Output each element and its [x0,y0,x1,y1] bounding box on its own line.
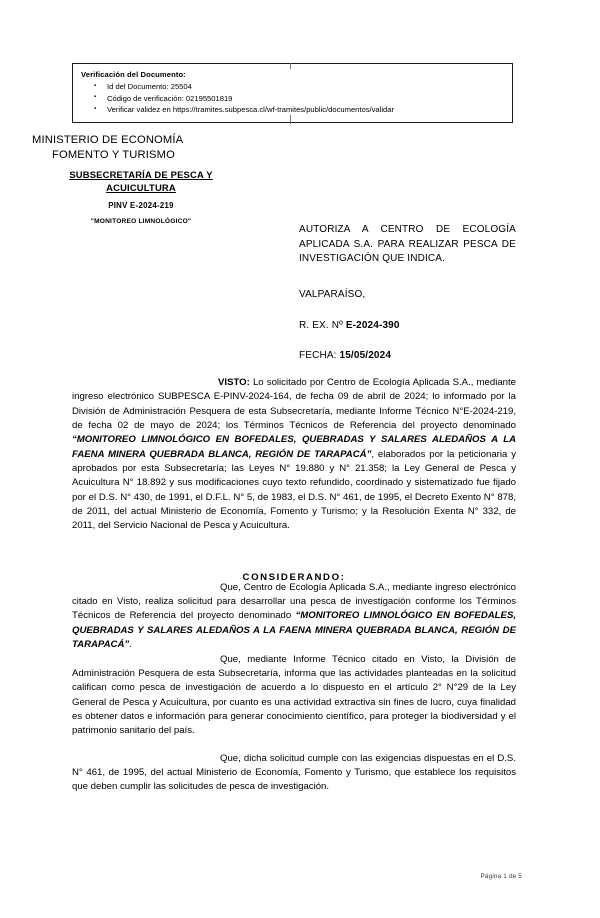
resolution-heading-block [299,223,516,361]
scan-artifact-line-bottom [290,115,291,124]
paragraph-considerando-3 [72,752,516,795]
pinv-code: PINV E-2024-219 [108,201,174,210]
paragraph-considerando-2 [72,653,516,739]
considerando-label: CONSIDERANDO: [242,572,346,583]
verification-item-validation-url[interactable]: ▪ Verificar validez en https://tramites.subpesca.cl/wf-tramites/public/documentos/validar [107,104,506,116]
paragraph-considerando-1 [72,581,516,653]
resolution-date-value: 15/05/2024 [339,349,392,361]
que2-text: Que, mediante Informe Técnico citado en Visto, la División de Administración Pesquera de esta Subsecretaría, informa que las actividades planteadas en la solicitud califican como pesca de investigación de acuerdo a lo dispuesto en el artículo 2° N°29 de la Ley General de Pesca y Acuicultura, por cuanto es una actividad extractiva sin fines de lucro, cuya finalidad es obtener datos e información para generar conocimiento científico, para proteger la biodiversidad y el patrimonio sanitario del país. [72,653,516,737]
page-number-label: Página 1 de 5 [480,873,522,880]
visto-text-part-2: , elaborados por la peticionaria y aprobados por esta Subsecretaría; las Leyes N° 19.880 y N° 21.358; la Ley General de Pesca y Acuicultura N° 18.892 y sus modificaciones cuyo texto refundido, coordinado y sistematizado fue fijado por el D.S. N° 430, de 1991, el D.F.L. N° 5, de 1983, el D.S. N° 461, de 1995, el Decreto Exento N° 878, de 2011, del actual Ministerio de Economía, Fomento y Turismo; y la Resolución Exenta N° 332, de 2011, del Servicio Nacional de Pesca y Acuicultura. [72,448,516,532]
document-verification-box [72,63,513,123]
que1-text-part-2: . [129,639,132,651]
visto-label: VISTO: [218,377,250,388]
subsecretaria-line-1: SUBSECRETARÍA DE PESCA Y [69,169,213,180]
resolution-date-line [299,350,516,361]
page-footer [0,873,522,880]
subsecretaria-line-2: ACUICULTURA [106,182,176,193]
ministry-line-1: MINISTERIO DE ECONOMÍA [32,134,184,146]
subsecretaria-heading [30,168,252,194]
resolution-subject: AUTORIZA A CENTRO DE ECOLOGÍA APLICADA S.A. PARA REALIZAR PESCA DE INVESTIGACIÓN QUE INDICA. [299,224,516,265]
scan-artifact-line-top [290,63,291,69]
resolution-body [72,376,516,795]
verification-item-document-id: ▪ Id del Documento: 25504 [107,81,506,93]
resolution-date-label: FECHA: [299,349,340,361]
visto-text-part-1: Lo solicitado por Centro de Ecología Aplicada S.A., mediante ingreso electrónico SUBPESCA E-PINV-2024-164, de fecha 09 de abril de 2024; lo informado por la División de Administración Pesquera de esta Subsecretaría, mediante Informe Técnico N°E-2024-219, de fecha 02 de mayo de 2024; los Términos Técnicos de Referencia del proyecto denominado [72,377,516,432]
que3-text: Que, dicha solicitud cumple con las exigencias dispuestas en el D.S. N° 461, de 1995, del actual Ministerio de Economía, Fomento y Turismo, que establece los requisitos que deben cumplir las solicitudes de pesca de investigación. [72,752,516,793]
resolution-number-label: R. EX. Nº [299,319,346,331]
que1-text-part-1: Que, Centro de Ecología Aplicada S.A., mediante ingreso electrónico citado en Visto, realiza solicitud para desarrollar una pesca de investigación conforme los Términos Técnicos de Referencia del proyecto denominado [72,581,516,622]
que1-project-title: “MONITOREO LIMNOLÓGICO EN BOFEDALES, QUEBRADAS Y SALARES ALEDAÑOS A LA FAENA MINERA QUEBRADA BLANCA, REGIÓN DE TARAPACÁ” [72,610,517,651]
paragraph-visto [72,376,516,534]
resolution-place: VALPARAÍSO, [299,288,366,300]
ministry-line-2: FOMENTO Y TURISMO [52,148,175,161]
resolution-number-value: E-2024-390 [345,319,400,331]
resolution-number-line [299,320,516,331]
verification-item-verification-code: ▪ Código de verificación: 02195501819 [107,93,506,105]
verification-title: Verificación del Documento: [81,70,186,79]
verification-list [81,81,506,116]
visto-project-title: “MONITOREO LIMNOLÓGICO EN BOFEDALES, QUEBRADAS Y SALARES ALEDAÑOS A LA FAENA MINERA QUEBRADA BLANCA, REGIÓN DE TARAPACÁ” [72,434,516,460]
ministry-masthead [30,133,252,225]
project-short-name: "MONITOREO LIMNOLÓGICO" [90,218,192,225]
